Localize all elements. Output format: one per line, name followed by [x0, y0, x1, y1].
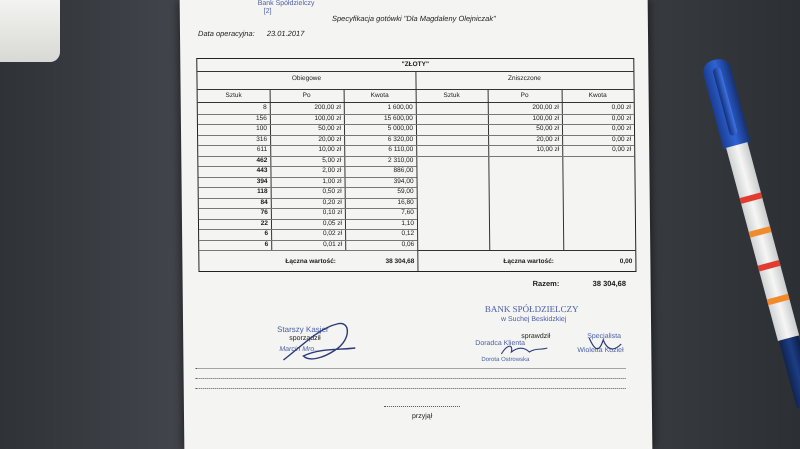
- zniszczone-header: Zniszczone: [507, 75, 541, 82]
- specjalista-name: Wioletta Kozieł: [577, 347, 624, 354]
- zniszczone-cell-po: 50,00 zł: [536, 125, 560, 132]
- zniszczone-cell-kwota: 0,00 zł: [611, 125, 632, 132]
- operation-date-value: 23.01.2017: [266, 29, 305, 38]
- obiegowe-cell-kwota: 0,06: [401, 240, 415, 248]
- obiegowe-cell-po: 200,00 zł: [314, 104, 341, 111]
- bank-stamp-city: w Suchej Beskidzkiej: [500, 316, 567, 323]
- sprawdzil-label: sprawdził: [521, 333, 551, 340]
- bank-stamp-name: BANK SPÓŁDZIELCZY: [484, 304, 579, 314]
- zniszczone-cell-po: 200,00 zł: [532, 104, 559, 111]
- obiegowe-cell-po: 10,00 zł: [318, 146, 342, 153]
- zniszczone-cell-po: 20,00 zł: [536, 135, 560, 143]
- document-title: Specyfikacja gotówki "Dla Magdaleny Olejniczak": [331, 14, 496, 23]
- specjalista-label: Specjalista: [587, 333, 622, 340]
- col-kwota-zniszczone: Kwota: [588, 92, 607, 99]
- obiegowe-cell-sztuk: 6: [264, 240, 269, 248]
- obiegowe-cell-kwota: 1 600,00: [387, 104, 413, 111]
- obiegowe-cell-po: 0,50 zł: [322, 188, 342, 195]
- obiegowe-header: Obiegowe: [291, 75, 322, 82]
- doradca-name: Dorota Ostrowska: [481, 357, 530, 363]
- laczna-value-obiegowe: 38 304,68: [385, 258, 415, 265]
- obiegowe-cell-sztuk: 156: [255, 114, 267, 122]
- laczna-value-zniszczone: 0,00: [619, 258, 633, 265]
- obiegowe-cell-sztuk: 76: [260, 209, 268, 216]
- signature-line-1: [196, 368, 626, 369]
- sporzadzil-label: sporządził: [289, 335, 321, 342]
- kasjer-signature: [279, 318, 360, 368]
- operation-date-label: Data operacyjna:: [197, 29, 255, 38]
- bank-stamp-top: Bank Spółdzielczy [2]: [257, 0, 315, 15]
- obiegowe-cell-po: 50,00 zł: [318, 125, 342, 132]
- table-row: [416, 156, 634, 157]
- col-kwota-obiegowe: Kwota: [370, 92, 389, 99]
- col-po-obiegowe: Po: [302, 92, 311, 99]
- obiegowe-cell-sztuk: 8: [263, 104, 267, 111]
- obiegowe-cell-kwota: 886,00: [393, 167, 414, 174]
- zniszczone-cell-po: 10,00 zł: [536, 146, 560, 153]
- cash-table: [196, 58, 636, 272]
- obiegowe-cell-kwota: 59,00: [397, 188, 414, 195]
- obiegowe-cell-po: 2,00 zł: [322, 167, 342, 174]
- obiegowe-cell-po: 1,00 zł: [322, 177, 342, 185]
- obiegowe-cell-kwota: 1,10: [401, 219, 415, 227]
- col-sztuk-obiegowe: Sztuk: [225, 92, 242, 99]
- cash-specification-sheet: [180, 0, 653, 449]
- zniszczone-cell-kwota: 0,00 zł: [611, 114, 631, 122]
- obiegowe-cell-po: 100,00 zł: [314, 114, 341, 122]
- obiegowe-cell-kwota: 16,80: [397, 198, 414, 206]
- white-object-corner: [0, 0, 60, 62]
- obiegowe-cell-kwota: 394,00: [393, 177, 414, 185]
- obiegowe-cell-sztuk: 118: [257, 188, 268, 195]
- laczna-label-zniszczone: Łączna wartość:: [503, 258, 555, 265]
- currency-header: "ZŁOTY": [401, 61, 430, 68]
- doradca-label: Doradca Klienta: [475, 340, 526, 347]
- obiegowe-cell-sztuk: 84: [260, 198, 268, 206]
- obiegowe-cell-sztuk: 316: [256, 135, 268, 143]
- razem-value: 38 304,68: [592, 279, 627, 288]
- obiegowe-cell-sztuk: 443: [256, 167, 268, 174]
- obiegowe-cell-kwota: 6 320,00: [387, 135, 414, 143]
- signature-line-3: [196, 388, 626, 389]
- obiegowe-cell-po: 5,00 zł: [322, 156, 342, 164]
- przyjal-line: [384, 406, 460, 407]
- zniszczone-cell-kwota: 0,00 zł: [611, 104, 631, 111]
- razem-label: Razem:: [532, 279, 560, 288]
- obiegowe-cell-kwota: 0,12: [401, 230, 415, 237]
- obiegowe-cell-sztuk: 100: [256, 125, 268, 132]
- col-sztuk-zniszczone: Sztuk: [443, 92, 460, 99]
- zniszczone-cell-kwota: 0,00 zł: [611, 135, 632, 143]
- obiegowe-cell-sztuk: 394: [256, 177, 268, 185]
- obiegowe-cell-po: 0,02 zł: [322, 230, 343, 237]
- operation-date: [198, 29, 304, 38]
- doradca-signature: [499, 340, 549, 360]
- col-po-zniszczone: Po: [520, 92, 529, 99]
- obiegowe-cell-sztuk: 6: [264, 230, 269, 237]
- obiegowe-cell-kwota: 7,60: [401, 209, 414, 216]
- starszy-kasjer-stamp: Starszy Kasjer: [277, 325, 329, 334]
- obiegowe-cell-po: 20,00 zł: [318, 135, 342, 143]
- laczna-label-obiegowe: Łączna wartość:: [285, 258, 337, 265]
- obiegowe-cell-sztuk: 611: [256, 146, 268, 153]
- przyjal-label: przyjął: [411, 413, 433, 420]
- zniszczone-cell-po: 100,00 zł: [532, 114, 559, 122]
- obiegowe-cell-sztuk: 462: [256, 156, 268, 164]
- obiegowe-cell-po: 0,01 zł: [323, 240, 343, 248]
- kasjer-name: Marcin Mro...: [279, 346, 321, 353]
- obiegowe-cell-po: 0,05 zł: [322, 219, 343, 227]
- obiegowe-cell-kwota: 2 310,00: [387, 156, 414, 164]
- table-row: [199, 250, 417, 251]
- obiegowe-cell-sztuk: 22: [260, 219, 269, 227]
- zniszczone-cell-kwota: 0,00 zł: [612, 146, 632, 153]
- obiegowe-cell-kwota: 15 600,00: [383, 114, 413, 122]
- obiegowe-cell-po: 0,10 zł: [322, 209, 342, 216]
- obiegowe-cell-kwota: 6 110,00: [388, 146, 414, 153]
- obiegowe-cell-po: 0,20 zł: [322, 198, 342, 206]
- signature-line-2: [196, 378, 626, 379]
- specjalista-signature: [585, 334, 625, 356]
- obiegowe-cell-kwota: 5 000,00: [387, 125, 414, 132]
